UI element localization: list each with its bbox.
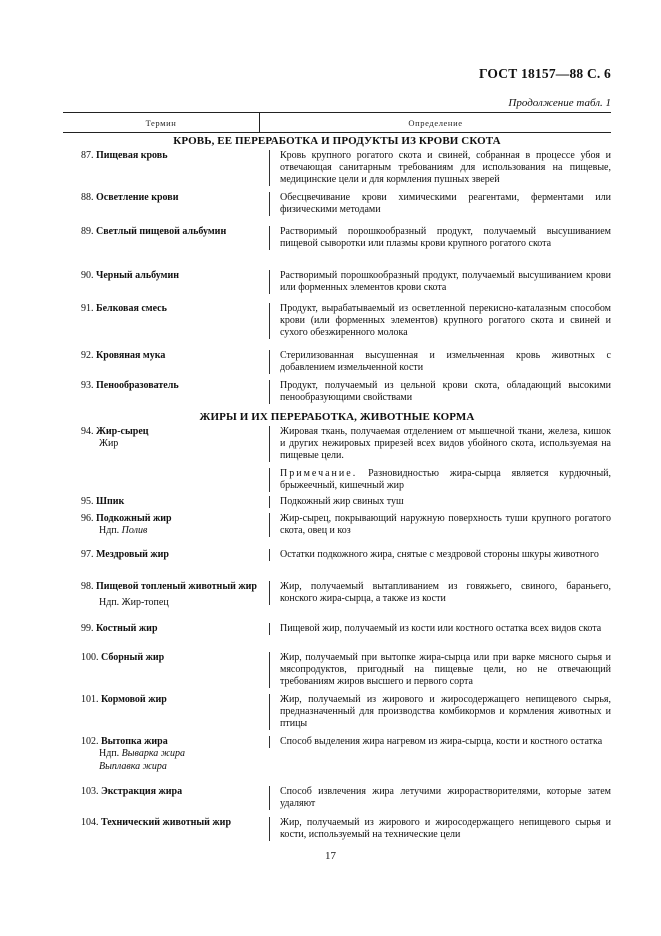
table-row: 103. Экстракция жира Способ извлечения жира летучими жирорастворителями, которые затем удаляют — [81, 786, 611, 810]
term-name: Сборный жир — [101, 652, 165, 663]
table-row: 90. Черный альбумин Растворимый порошкообразный продукт, получаемый высушиванием крови или форменных элементов крови скота — [81, 270, 611, 294]
table-row: 98. Пищевой топленый животный жир Ндп. Жир-топец Жир, получаемый вытапливанием из говяжьего, свиного, бараньего, конского жира-сырца, а также из кости — [63, 581, 611, 623]
term-definition: Стерилизованная высушенная и измельченная кровь животных с добавлением измельченной кости — [269, 350, 611, 374]
term-name: Осветление крови — [96, 192, 179, 203]
term-name: Экстракция жира — [101, 786, 183, 797]
term-name: Черный альбумин — [96, 270, 179, 281]
table-row: 94. Жир-сырец Жир Жировая ткань, получаемая отделением от мышечной ткани, железа, кишок и других нежировых прирезей всех видов убойного скота, используемая на пищевые цели. Примечание. Разновидностью жира-сырца является курдючный, брыжеечный, кишечный жир — [81, 426, 612, 492]
table-row: 89. Светлый пищевой альбумин Растворимый порошкообразный продукт, получаемый высушиванием пищевой сыворотки или плазмы крови крупного рогатого скота — [81, 226, 611, 250]
term-definition: Продукт, вырабатываемый из осветленной перекисно-каталазным способом крови (или форменных элементов) крупного рогатого скота и свиней и сухого обезжиренного молока — [269, 303, 611, 339]
term-name: Технический животный жир — [101, 817, 232, 828]
column-header-definition: Определение — [408, 117, 463, 128]
term-name: Шпик — [96, 496, 125, 507]
table-row: 100. Сборный жир Жир, получаемый при вытопке жира-сырца или при варке мясного сырья и мясопродуктов, пригодный на пищевые цели, но не отвечающий требованиям жиров высшего и первого сорта — [81, 652, 611, 688]
table-continuation-label: Продолжение табл. 1 — [508, 97, 611, 109]
deprecated-term: Ндп. Полив — [99, 525, 148, 537]
term-definition: Подкожный жир свиных туш — [269, 496, 611, 508]
term-name: Жир-сырец — [96, 426, 149, 437]
term-definition: Растворимый порошкообразный продукт, получаемый высушиванием крови или форменных элементов крови скота — [269, 270, 611, 294]
table-row: 97. Мездровый жир Остатки подкожного жира, снятые с мездровой стороны шкуры животного — [63, 549, 611, 581]
standard-header: ГОСТ 18157—88 С. 6 — [478, 66, 611, 81]
table-row: 92. Кровяная мука Стерилизованная высушенная и измельченная кровь животных с добавлением измельченной кости — [81, 350, 611, 374]
term-name: Мездровый жир — [96, 549, 169, 560]
term-definition: Растворимый порошкообразный продукт, получаемый высушиванием пищевой сыворотки или плазмы крови крупного рогатого скота — [269, 226, 611, 250]
term-definition: Обесцвечивание крови химическими реагентами, ферментами или физическими методами — [269, 192, 611, 216]
term-note: Примечание. Разновидностью жира-сырца является курдючный, брыжеечный, кишечный жир — [269, 468, 611, 492]
table-row: 99. Костный жир Пищевой жир, получаемый из кости или костного остатка всех видов скота — [63, 623, 611, 652]
term-definition: Жир, получаемый при вытопке жира-сырца или при варке мясного сырья и мясопродуктов, пригодный на пищевые цели, но не отвечающий требованиям жиров высшего и первого сорта — [269, 652, 611, 688]
table-row: 88. Осветление крови Обесцвечивание крови химическими реагентами, ферментами или физическими методами — [81, 192, 611, 216]
term-name: Белковая смесь — [96, 303, 167, 314]
term-definition: Жир, получаемый вытапливанием из говяжьего, свиного, бараньего, конского жира-сырца, а также из кости — [269, 581, 611, 605]
term-definition: Кровь крупного рогатого скота и свиней, собранная в процессе убоя и отвечающая санитарным требованиям для использования на пищевые, медицинские цели и для кормления пушных зверей — [269, 150, 611, 186]
table-row: 96. Подкожный жир Ндп. Полив Жир-сырец, покрывающий наружную поверхность туши крупного рогатого скота, овец и коз — [81, 513, 611, 537]
table-row: 104. Технический животный жир Жир, получаемый из жирового и жиросодержащего непищевого сырья и кости, используемый на технические цели — [81, 817, 611, 841]
term-definition: Жировая ткань, получаемая отделением от мышечной ткани, железа, кишок и других нежировых прирезей всех видов убойного скота, используемая на пищевые цели. — [269, 426, 611, 462]
term-definition: Способ выделения жира нагревом из жира-сырца, кости и костного остатка — [269, 736, 611, 748]
term-definition: Жир-сырец, покрывающий наружную поверхность туши крупного рогатого скота, овец и коз — [269, 513, 611, 537]
table-header — [63, 112, 611, 133]
term-definition: Жир, получаемый из жирового и жиросодержащего непищевого сырья, предназначенный для производства комбикормов и кормления животных и птицы — [269, 694, 611, 730]
table-row: 87. Пищевая кровь Кровь крупного рогатого скота и свиней, собранная в процессе убоя и отвечающая санитарным требованиям для использования на пищевые, медицинские цели и для кормления пушных зверей — [81, 150, 611, 186]
terms-table — [63, 112, 611, 847]
term-name: Костный жир — [96, 623, 158, 634]
term-name: Пенообразователь — [96, 380, 179, 391]
term-name: Кормовой жир — [101, 694, 167, 705]
column-header-term: Термин — [63, 113, 260, 132]
term-definition: Пищевой жир, получаемый из кости или костного остатка всех видов скота — [269, 623, 611, 635]
term-name: Подкожный жир — [96, 513, 172, 524]
table-row: 91. Белковая смесь Продукт, вырабатываемый из осветленной перекисно-каталазным способом крови (или форменных элементов) крупного рогатого скота и свиней и сухого обезжиренного молока — [81, 303, 611, 339]
section-title-fats: ЖИРЫ И ИХ ПЕРЕРАБОТКА, ЖИВОТНЫЕ КОРМА — [199, 411, 475, 423]
term-definition: Продукт, получаемый из цельной крови скота, обладающий высокими пенообразующими свойствами — [269, 380, 611, 404]
term-name: Светлый пищевой альбумин — [96, 226, 227, 237]
section-title-blood: КРОВЬ, ЕЕ ПЕРЕРАБОТКА И ПРОДУКТЫ ИЗ КРОВИ СКОТА — [173, 135, 501, 147]
page-number: 17 — [325, 850, 336, 862]
term-name: Кровяная мука — [96, 350, 166, 361]
deprecated-term: Выплавка жира — [99, 760, 167, 772]
term-definition: Жир, получаемый из жирового и жиросодержащего непищевого сырья и кости, используемый на технические цели — [269, 817, 611, 841]
table-row: 95. Шпик Подкожный жир свиных туш — [63, 496, 611, 513]
term-definition: Остатки подкожного жира, снятые с мездровой стороны шкуры животного — [269, 549, 611, 561]
synonym-term: Жир — [99, 438, 119, 450]
table-row: 102. Вытопка жира Ндп. Выварка жира Выплавка жира Способ выделения жира нагревом из жира-сырца, кости и костного остатка — [63, 736, 611, 786]
term-name: Пищевой топленый животный жир — [96, 581, 257, 592]
deprecated-term: Ндп. Выварка жира — [99, 748, 186, 760]
term-name: Пищевая кровь — [96, 150, 168, 161]
table-row: 93. Пенообразователь Продукт, получаемый из цельной крови скота, обладающий высокими пенообразующими свойствами — [81, 380, 611, 404]
deprecated-term: Ндп. Жир-топец — [99, 597, 169, 609]
term-definition: Способ извлечения жира летучими жирорастворителями, которые затем удаляют — [269, 786, 611, 810]
term-name: Вытопка жира — [101, 736, 168, 747]
table-row: 101. Кормовой жир Жир, получаемый из жирового и жиросодержащего непищевого сырья, предназначенный для производства комбикормов и кормления животных и птицы — [81, 694, 611, 730]
